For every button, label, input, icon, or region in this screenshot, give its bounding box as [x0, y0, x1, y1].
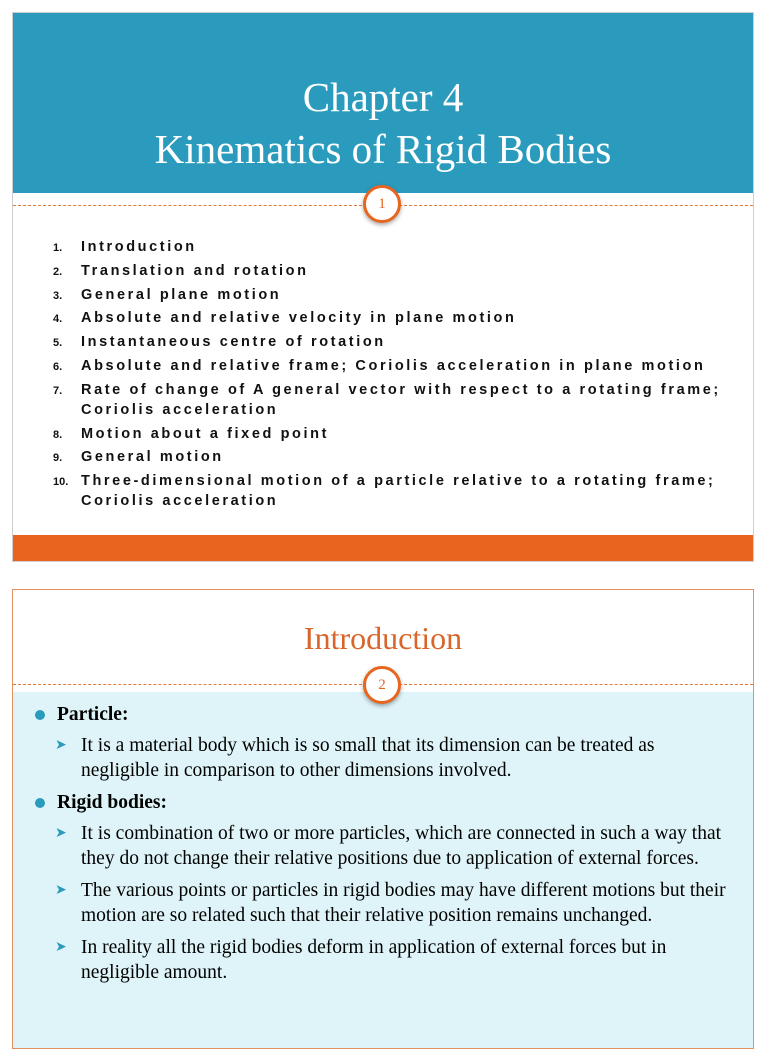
toc-item — [53, 285, 743, 305]
slide-number-badge: 2 — [363, 666, 401, 704]
bullet-heading-text: Particle: — [57, 704, 129, 725]
toc-item-number: 2. — [53, 265, 63, 278]
toc-item-number: 6. — [53, 360, 63, 373]
toc-item-number: 4. — [53, 313, 63, 326]
bullet-dot-icon — [35, 710, 45, 720]
arrow-bullet-icon: ➤ — [55, 738, 67, 753]
sub-bullet — [33, 821, 733, 871]
sub-bullet-text: It is combination of two or more particles, which are connected in such a way that they do not change their relative positions due to application of external forces. — [81, 823, 722, 869]
toc-item-number: 7. — [53, 384, 63, 397]
toc-item — [53, 471, 743, 511]
toc-item — [53, 237, 743, 257]
bullet-heading — [33, 702, 733, 727]
arrow-bullet-icon: ➤ — [55, 826, 67, 841]
table-of-contents — [53, 237, 743, 515]
slide-number-badge: 1 — [363, 185, 401, 223]
toc-item-number: 10. — [53, 476, 69, 489]
toc-item — [53, 447, 743, 467]
slide-2 — [12, 589, 754, 1049]
toc-item-text: Absolute and relative velocity in plane motion — [81, 310, 517, 327]
arrow-bullet-icon: ➤ — [55, 883, 67, 898]
toc-item-text: General motion — [81, 449, 224, 466]
sub-bullet — [33, 733, 733, 783]
title-line-2: Kinematics of Rigid Bodies — [154, 126, 612, 172]
toc-item — [53, 380, 743, 420]
sub-bullet-text: It is a material body which is so small that its dimension can be treated as negligible in comparison to other dimensions involved. — [81, 735, 655, 781]
toc-item — [53, 261, 743, 281]
toc-item-number: 3. — [53, 289, 63, 302]
slide-2-title: Introduction — [303, 620, 463, 656]
toc-item-text: Instantaneous centre of rotation — [81, 334, 386, 351]
toc-item-text: Three-dimensional motion of a particle relative to a rotating frame; Coriolis acceleration — [81, 473, 716, 510]
sub-bullet-text: In reality all the rigid bodies deform in application of external forces but in negligible amount. — [81, 937, 667, 983]
slide-1-title — [13, 71, 753, 175]
toc-item-text: Rate of change of A general vector with respect to a rotating frame; Coriolis acceleration — [81, 381, 721, 418]
title-line-1: Chapter 4 — [302, 74, 464, 120]
toc-item-number: 5. — [53, 337, 63, 350]
slide-1 — [12, 12, 754, 562]
arrow-bullet-icon: ➤ — [55, 940, 67, 955]
toc-item-text: Motion about a fixed point — [81, 425, 330, 442]
toc-item-text: General plane motion — [81, 286, 282, 303]
toc-item-text: Introduction — [81, 239, 197, 255]
sub-bullet-text: The various points or particles in rigid bodies may have different motions but their motion are so related such that their relative position remains unchanged. — [81, 880, 726, 926]
bullet-content — [33, 702, 733, 992]
toc-item-text: Absolute and relative frame; Coriolis acceleration in plane motion — [81, 357, 706, 374]
sub-bullet — [33, 878, 733, 928]
toc-item — [53, 424, 743, 444]
toc-item — [53, 308, 743, 328]
toc-item-text: Translation and rotation — [81, 262, 309, 279]
bullet-heading — [33, 790, 733, 815]
toc-item-number: 9. — [53, 452, 63, 465]
toc-item-number: 8. — [53, 428, 63, 441]
sub-bullet — [33, 935, 733, 985]
toc-item-number: 1. — [53, 242, 63, 254]
slide-1-footer-bar — [13, 535, 753, 561]
toc-item — [53, 356, 743, 376]
toc-item — [53, 332, 743, 352]
bullet-heading-text: Rigid bodies: — [57, 792, 167, 813]
slide-1-header — [13, 13, 753, 193]
bullet-dot-icon — [35, 798, 45, 808]
